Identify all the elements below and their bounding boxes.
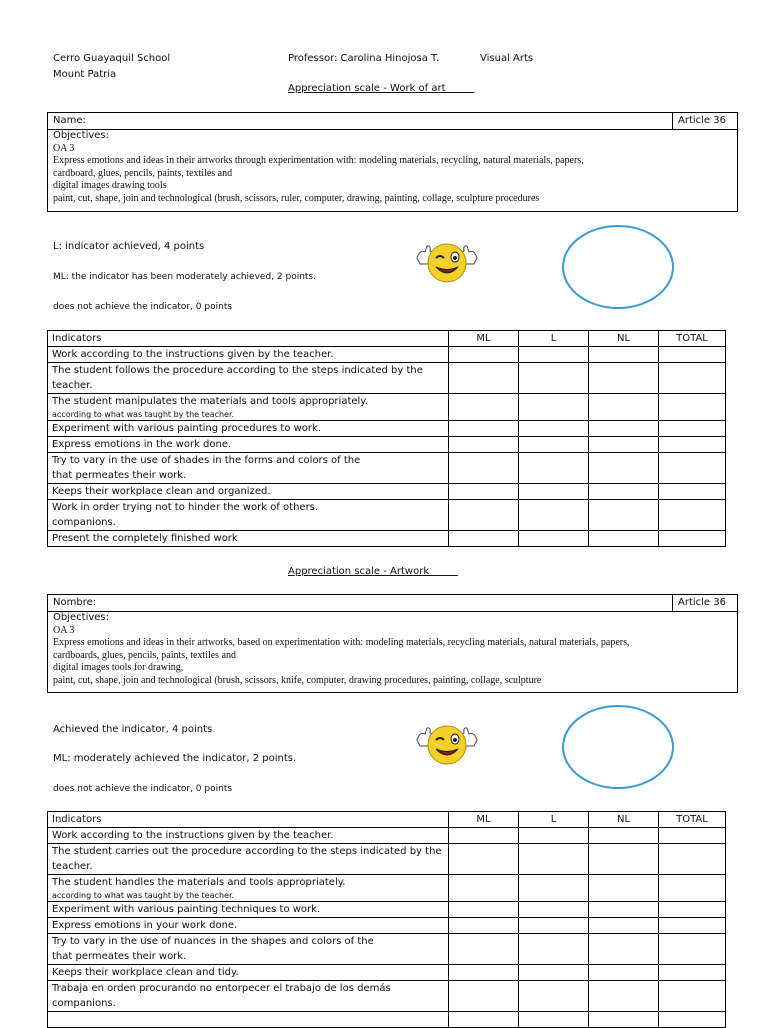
l-cell[interactable] [519,347,589,363]
l-cell[interactable] [519,531,589,547]
total-cell[interactable] [659,918,726,934]
table-row [48,363,726,394]
oa-code: OA 3 [53,624,75,636]
table-row [48,437,726,453]
total-cell[interactable] [659,902,726,918]
header-l: L [519,331,589,347]
section1-objectives [53,130,584,205]
table-row [48,531,726,547]
indicator-cell: Work according to the instructions given by the teacher. [48,828,449,844]
table-header-row [48,812,726,828]
section2-info-box [47,594,738,693]
section2-name-row [48,595,737,612]
indicator-cell: Try to vary in the use of shades in the forms and colors of the that permeates their work. [48,453,449,484]
nl-cell[interactable] [589,394,659,421]
objective-line: Express emotions and ideas in their artworks through experimentation with: modeling materials, recycling, natural materials, papers, [53,155,584,166]
indicator-cell: Work according to the instructions given by the teacher. [48,347,449,363]
indicator-cell: Keeps their workplace clean and tidy. [48,965,449,981]
table-row [48,828,726,844]
nl-cell[interactable] [589,437,659,453]
ml-cell[interactable] [449,484,519,500]
objectives-label: Objectives: [53,130,109,141]
table-row [48,902,726,918]
indicator-cell: Keeps their workplace clean and organized. [48,484,449,500]
header-l: L [519,812,589,828]
ml-cell[interactable] [449,828,519,844]
school-location: Mount Patria [53,69,117,80]
ml-cell[interactable] [449,844,519,875]
total-cell[interactable] [659,828,726,844]
scale-nl: does not achieve the indicator, 0 points [53,302,233,312]
l-cell[interactable] [519,934,589,965]
scale-nl: does not achieve the indicator, 0 points [53,784,233,794]
nl-cell[interactable] [589,918,659,934]
nl-cell[interactable] [589,844,659,875]
indicator-cell: Present the completely finished work [48,531,449,547]
total-cell[interactable] [659,844,726,875]
scale-l: L: indicator achieved, 4 points [53,241,205,252]
total-cell[interactable] [659,500,726,531]
table-row [48,875,726,902]
l-cell[interactable] [519,484,589,500]
article-label: Article 36 [672,113,737,129]
total-cell[interactable] [659,437,726,453]
winking-thumbs-up-smiley-icon [414,720,480,768]
nl-cell[interactable] [589,981,659,1012]
table-row [48,453,726,484]
total-cell[interactable] [659,875,726,902]
nl-cell[interactable] [589,363,659,394]
section1-indicators-table [47,330,726,547]
section1-name-row [48,113,737,130]
objective-line: cardboards, glues, pencils, paints, textiles and [53,649,237,661]
table-row [48,981,726,1012]
total-cell[interactable] [659,363,726,394]
l-cell[interactable] [519,875,589,902]
table-header-row [48,331,726,347]
l-cell[interactable] [519,394,589,421]
nl-cell[interactable] [589,965,659,981]
header-ml: ML [449,331,519,347]
ml-cell[interactable] [449,347,519,363]
l-cell[interactable] [519,981,589,1012]
score-oval [562,705,674,789]
ml-cell[interactable] [449,500,519,531]
total-cell[interactable] [659,453,726,484]
indicator-cell: Experiment with various painting techniques to work. [48,902,449,918]
objective-line: digital images drawing tools [53,180,167,191]
total-cell[interactable] [659,965,726,981]
scale-ml: ML: moderately achieved the indicator, 2 points. [53,753,297,764]
nl-cell[interactable] [589,902,659,918]
table-row [48,347,726,363]
table-row [48,484,726,500]
l-cell[interactable] [519,363,589,394]
l-cell[interactable] [519,965,589,981]
ml-cell[interactable] [449,981,519,1012]
total-cell[interactable] [659,394,726,421]
subject-name: Visual Arts [480,53,534,64]
score-oval [562,225,674,309]
name-label: Nombre: [53,597,97,608]
indicator-cell: Work in order trying not to hinder the work of others. companions. [48,500,449,531]
objective-line: Express emotions and ideas in their artworks, based on experimentation with: modeling materials, recycling materials, natural materials, papers, [53,637,630,648]
header-nl: NL [589,812,659,828]
header-total: TOTAL [659,331,726,347]
total-cell[interactable] [659,421,726,437]
nl-cell[interactable] [589,500,659,531]
ml-cell[interactable] [449,363,519,394]
indicator-cell: The student follows the procedure according to the steps indicated by the teacher. [48,363,449,394]
nl-cell[interactable] [589,934,659,965]
article-label: Article 36 [672,595,737,611]
table-row [48,1012,726,1028]
table-row [48,394,726,421]
l-cell[interactable] [519,844,589,875]
total-cell[interactable] [659,531,726,547]
scale-l: Achieved the indicator, 4 points [53,724,213,735]
table-row [48,844,726,875]
indicator-cell: Experiment with various painting procedures to work. [48,421,449,437]
objective-line: paint, cut, shape, join and technological (brush, scissors, ruler, computer, drawing, painting, collage, sculpture procedures [53,192,540,204]
indicator-cell [48,1012,449,1028]
header-indicators: Indicators [48,331,449,347]
table-row [48,500,726,531]
objective-line: digital images tools for drawing, [53,662,184,673]
section1-info-box [47,112,738,212]
winking-thumbs-up-smiley-icon [414,238,480,286]
ml-cell[interactable] [449,934,519,965]
ml-cell[interactable] [449,902,519,918]
section1-title: Appreciation scale - Work of art [288,83,446,94]
school-name: Cerro Guayaquil School [53,53,171,64]
ml-cell[interactable] [449,875,519,902]
nl-cell[interactable] [589,484,659,500]
l-cell[interactable] [519,453,589,484]
total-cell[interactable] [659,347,726,363]
total-cell[interactable] [659,981,726,1012]
nl-cell[interactable] [589,875,659,902]
header-total: TOTAL [659,812,726,828]
table-row [48,918,726,934]
l-cell[interactable] [519,437,589,453]
header-ml: ML [449,812,519,828]
oa-code: OA 3 [53,142,75,154]
l-cell[interactable] [519,500,589,531]
l-cell[interactable] [519,902,589,918]
header-indicators: Indicators [48,812,449,828]
table-row [48,934,726,965]
professor-name: Professor: Carolina Hinojosa T. [288,53,440,64]
ml-cell[interactable] [449,918,519,934]
nl-cell[interactable] [589,1012,659,1028]
scale-ml: ML: the indicator has been moderately achieved, 2 points. [53,272,316,282]
nl-cell[interactable] [589,453,659,484]
ml-cell[interactable] [449,531,519,547]
total-cell[interactable] [659,484,726,500]
total-cell[interactable] [659,1012,726,1028]
nl-cell[interactable] [589,531,659,547]
nl-cell[interactable] [589,347,659,363]
total-cell[interactable] [659,934,726,965]
indicator-cell: The student carries out the procedure according to the steps indicated by the teacher. [48,844,449,875]
nl-cell[interactable] [589,421,659,437]
objectives-label: Objectives: [53,612,109,623]
ml-cell[interactable] [449,421,519,437]
indicator-cell: Express emotions in your work done. [48,918,449,934]
section2-objectives [53,612,630,687]
table-row [48,421,726,437]
ml-cell[interactable] [449,1012,519,1028]
ml-cell[interactable] [449,453,519,484]
l-cell[interactable] [519,421,589,437]
objective-line: paint, cut, shape, join and technological (brush, scissors, knife, computer, drawing procedures, painting, collage, sculpture [53,674,542,686]
table-row [48,965,726,981]
l-cell[interactable] [519,828,589,844]
l-cell[interactable] [519,1012,589,1028]
ml-cell[interactable] [449,394,519,421]
nl-cell[interactable] [589,828,659,844]
indicator-cell: The student manipulates the materials and tools appropriately. according to what was taught by the teacher. [48,394,449,421]
ml-cell[interactable] [449,965,519,981]
indicator-cell: Try to vary in the use of nuances in the shapes and colors of the that permeates their work. [48,934,449,965]
name-label: Name: [53,115,86,126]
l-cell[interactable] [519,918,589,934]
indicator-cell: The student handles the materials and tools appropriately. according to what was taught by the teacher. [48,875,449,902]
indicator-cell: Express emotions in the work done. [48,437,449,453]
section2-indicators-table [47,811,726,1028]
indicator-cell: Trabaja en orden procurando no entorpecer el trabajo de los demás companions. [48,981,449,1012]
ml-cell[interactable] [449,437,519,453]
header-nl: NL [589,331,659,347]
objective-line: cardboard, glues, pencils, paints, textiles and [53,167,233,179]
section2-title: Appreciation scale - Artwork [288,566,430,577]
